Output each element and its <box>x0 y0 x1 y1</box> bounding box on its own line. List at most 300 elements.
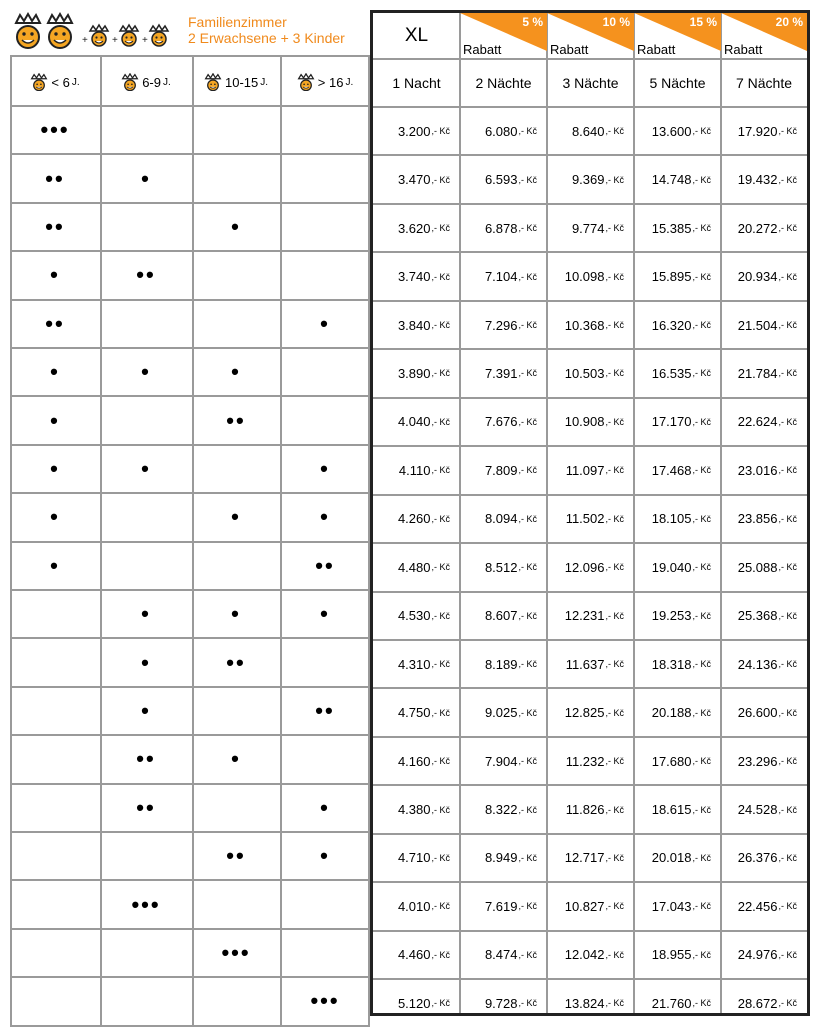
currency-suffix: ,- Kč <box>692 126 711 137</box>
price-value: 19.432 <box>737 172 778 188</box>
grid-hline <box>10 55 370 57</box>
occupancy-dots: • <box>141 359 151 385</box>
price-cell <box>460 737 547 785</box>
age-group-unit: J. <box>71 76 80 88</box>
age-group-unit: J. <box>260 76 269 88</box>
currency-suffix: ,- Kč <box>605 223 624 234</box>
currency-suffix: ,- Kč <box>692 223 711 234</box>
currency-suffix: ,- Kč <box>778 126 797 137</box>
price-cell <box>634 737 721 785</box>
currency-suffix: ,- Kč <box>692 852 711 863</box>
price-cell <box>721 252 807 300</box>
discount-percent: 20 % <box>775 15 803 29</box>
currency-suffix: ,- Kč <box>605 126 624 137</box>
price-cell <box>547 204 634 252</box>
price-cell <box>634 592 721 640</box>
occupancy-dots: •• <box>315 697 335 723</box>
price-cell <box>721 834 807 882</box>
discount-percent: 10 % <box>602 15 630 29</box>
currency-suffix: ,- Kč <box>778 465 797 476</box>
price-value: 17.468 <box>651 462 692 478</box>
price-value: 12.096 <box>564 559 605 575</box>
price-cell <box>547 931 634 979</box>
price-value: 4.710 <box>397 850 431 866</box>
price-cell <box>547 107 634 155</box>
price-cell <box>547 785 634 833</box>
occupancy-dots: •• <box>136 746 156 772</box>
price-cell <box>460 785 547 833</box>
age-group-header <box>192 58 280 106</box>
price-cell <box>634 834 721 882</box>
currency-suffix: ,- Kč <box>692 901 711 912</box>
currency-suffix: ,- Kč <box>431 513 450 524</box>
occupancy-dots: • <box>231 504 241 530</box>
price-cell <box>634 785 721 833</box>
king-icon <box>121 73 139 91</box>
price-cell <box>721 204 807 252</box>
currency-suffix: ,- Kč <box>605 998 624 1009</box>
currency-suffix: ,- Kč <box>518 659 537 670</box>
currency-suffix: ,- Kč <box>431 223 450 234</box>
currency-suffix: ,- Kč <box>605 174 624 185</box>
price-cell <box>373 204 460 252</box>
price-cell <box>373 301 460 349</box>
currency-suffix: ,- Kč <box>692 659 711 670</box>
price-cell <box>721 495 807 543</box>
price-cell <box>373 931 460 979</box>
discount-header <box>460 13 547 59</box>
price-cell <box>547 737 634 785</box>
price-value: 7.809 <box>484 462 518 478</box>
price-value: 14.748 <box>651 172 692 188</box>
price-cell <box>634 398 721 446</box>
price-value: 6.878 <box>484 220 518 236</box>
price-cell <box>460 301 547 349</box>
price-cell <box>460 640 547 688</box>
price-value: 25.088 <box>737 559 778 575</box>
price-value: 18.105 <box>651 511 692 527</box>
occupancy-dots: • <box>141 649 151 675</box>
price-cell <box>547 640 634 688</box>
price-cell <box>634 204 721 252</box>
occupancy-dots: •• <box>136 794 156 820</box>
currency-suffix: ,- Kč <box>605 659 624 670</box>
currency-suffix: ,- Kč <box>778 416 797 427</box>
currency-suffix: ,- Kč <box>778 223 797 234</box>
price-cell <box>373 592 460 640</box>
price-value: 17.170 <box>651 414 692 430</box>
price-value: 11.097 <box>565 462 605 478</box>
currency-suffix: ,- Kč <box>518 949 537 960</box>
price-value: 4.530 <box>397 608 431 624</box>
currency-suffix: ,- Kč <box>518 562 537 573</box>
occupancy-dots: ••• <box>221 939 251 965</box>
price-value: 26.376 <box>737 850 778 866</box>
price-cell <box>547 398 634 446</box>
price-value: 22.624 <box>737 414 778 430</box>
occupancy-dots: • <box>50 359 60 385</box>
price-value: 6.593 <box>484 172 518 188</box>
occupancy-dots: • <box>231 601 241 627</box>
currency-suffix: ,- Kč <box>518 416 537 427</box>
occupancy-dots: • <box>50 504 60 530</box>
price-cell <box>460 882 547 930</box>
currency-suffix: ,- Kč <box>692 949 711 960</box>
currency-suffix: ,- Kč <box>605 320 624 331</box>
price-cell <box>547 979 634 1027</box>
currency-suffix: ,- Kč <box>692 416 711 427</box>
occupancy-dots: • <box>50 552 60 578</box>
currency-suffix: ,- Kč <box>518 998 537 1009</box>
discount-label: Rabatt <box>550 42 589 57</box>
currency-suffix: ,- Kč <box>778 562 797 573</box>
king-icon <box>30 73 48 91</box>
currency-suffix: ,- Kč <box>778 271 797 282</box>
price-cell <box>721 737 807 785</box>
price-value: 17.043 <box>651 898 692 914</box>
currency-suffix: ,- Kč <box>518 804 537 815</box>
price-cell <box>547 688 634 736</box>
occupancy-dots: ••• <box>310 988 340 1014</box>
currency-suffix: ,- Kč <box>431 465 450 476</box>
currency-suffix: ,- Kč <box>605 368 624 379</box>
occupancy-dots: ••• <box>40 117 70 143</box>
price-value: 7.296 <box>484 317 518 333</box>
price-cell <box>721 640 807 688</box>
svg-text:+: + <box>112 35 118 46</box>
currency-suffix: ,- Kč <box>605 610 624 621</box>
price-value: 4.040 <box>397 414 431 430</box>
discount-label: Rabatt <box>637 42 676 57</box>
price-value: 3.840 <box>397 317 431 333</box>
currency-suffix: ,- Kč <box>778 174 797 185</box>
price-value: 4.010 <box>397 898 431 914</box>
price-cell <box>373 785 460 833</box>
currency-suffix: ,- Kč <box>692 998 711 1009</box>
currency-suffix: ,- Kč <box>431 320 450 331</box>
price-value: 9.369 <box>571 172 605 188</box>
occupancy-dots: ••• <box>131 891 161 917</box>
price-value: 4.110 <box>398 462 431 478</box>
currency-suffix: ,- Kč <box>778 804 797 815</box>
price-value: 24.976 <box>737 947 778 963</box>
price-cell <box>460 155 547 203</box>
price-value: 22.456 <box>737 898 778 914</box>
currency-suffix: ,- Kč <box>778 998 797 1009</box>
price-value: 23.856 <box>737 511 778 527</box>
discount-percent: 5 % <box>522 15 543 29</box>
occupancy-dots: •• <box>45 310 65 336</box>
price-cell <box>373 252 460 300</box>
price-cell <box>547 155 634 203</box>
currency-suffix: ,- Kč <box>518 756 537 767</box>
price-value: 3.740 <box>397 269 431 285</box>
currency-suffix: ,- Kč <box>778 852 797 863</box>
price-cell <box>460 107 547 155</box>
price-value: 15.385 <box>651 220 692 236</box>
price-value: 4.310 <box>397 656 431 672</box>
price-cell <box>373 640 460 688</box>
occupancy-dots: • <box>231 359 241 385</box>
price-value: 20.934 <box>737 269 778 285</box>
currency-suffix: ,- Kč <box>692 320 711 331</box>
discount-header <box>634 13 721 59</box>
price-cell <box>460 446 547 494</box>
price-value: 7.619 <box>484 898 518 914</box>
price-value: 10.368 <box>564 317 605 333</box>
price-value: 4.260 <box>397 511 431 527</box>
price-value: 12.231 <box>564 608 605 624</box>
age-group-header <box>10 58 100 106</box>
price-value: 4.750 <box>397 705 431 721</box>
occupancy-dots: • <box>141 697 151 723</box>
price-cell <box>634 446 721 494</box>
price-value: 28.672 <box>737 995 778 1011</box>
price-value: 7.904 <box>484 753 518 769</box>
price-value: 6.080 <box>484 123 518 139</box>
price-cell <box>634 543 721 591</box>
currency-suffix: ,- Kč <box>605 756 624 767</box>
currency-suffix: ,- Kč <box>605 465 624 476</box>
price-cell <box>547 882 634 930</box>
price-value: 17.920 <box>737 123 778 139</box>
price-value: 24.136 <box>737 656 778 672</box>
occupancy-dots: •• <box>136 262 156 288</box>
price-cell <box>547 446 634 494</box>
price-value: 11.502 <box>565 511 605 527</box>
currency-suffix: ,- Kč <box>692 174 711 185</box>
occupancy-dots: •• <box>45 213 65 239</box>
occupancy-dots: •• <box>45 165 65 191</box>
price-value: 16.320 <box>651 317 692 333</box>
price-cell <box>634 882 721 930</box>
price-value: 11.232 <box>565 753 605 769</box>
price-value: 21.760 <box>651 995 692 1011</box>
currency-suffix: ,- Kč <box>778 320 797 331</box>
currency-suffix: ,- Kč <box>431 271 450 282</box>
occupancy-dots: • <box>320 601 330 627</box>
price-value: 18.615 <box>651 802 692 818</box>
currency-suffix: ,- Kč <box>692 610 711 621</box>
price-cell <box>634 155 721 203</box>
occupancy-dots: •• <box>226 843 246 869</box>
price-cell <box>634 252 721 300</box>
occupancy-dots: •• <box>226 649 246 675</box>
nights-header: 1 Nacht <box>392 75 441 91</box>
price-value: 8.474 <box>484 947 518 963</box>
age-group-unit: J. <box>345 76 354 88</box>
price-value: 12.042 <box>564 947 605 963</box>
currency-suffix: ,- Kč <box>431 416 450 427</box>
currency-suffix: ,- Kč <box>518 223 537 234</box>
price-value: 4.460 <box>397 947 431 963</box>
currency-suffix: ,- Kč <box>431 368 450 379</box>
price-cell <box>373 349 460 397</box>
price-cell <box>373 107 460 155</box>
occupancy-dots: • <box>141 165 151 191</box>
currency-suffix: ,- Kč <box>692 513 711 524</box>
currency-suffix: ,- Kč <box>518 852 537 863</box>
price-cell <box>721 931 807 979</box>
currency-suffix: ,- Kč <box>431 707 450 718</box>
price-value: 13.600 <box>651 123 692 139</box>
price-value: 19.040 <box>651 559 692 575</box>
discount-header <box>547 13 634 59</box>
price-value: 3.200 <box>397 123 431 139</box>
currency-suffix: ,- Kč <box>605 852 624 863</box>
occupancy-dots: • <box>141 455 151 481</box>
currency-suffix: ,- Kč <box>778 949 797 960</box>
currency-suffix: ,- Kč <box>692 368 711 379</box>
currency-suffix: ,- Kč <box>431 998 450 1009</box>
currency-suffix: ,- Kč <box>518 901 537 912</box>
price-value: 8.322 <box>484 802 518 818</box>
currency-suffix: ,- Kč <box>518 368 537 379</box>
currency-suffix: ,- Kč <box>692 562 711 573</box>
price-value: 19.253 <box>651 608 692 624</box>
price-value: 3.890 <box>397 365 431 381</box>
price-cell <box>721 688 807 736</box>
price-cell <box>460 979 547 1027</box>
price-value: 23.016 <box>737 462 778 478</box>
currency-suffix: ,- Kč <box>778 707 797 718</box>
price-cell <box>460 931 547 979</box>
discount-header <box>721 13 807 59</box>
price-cell <box>721 979 807 1027</box>
currency-suffix: ,- Kč <box>778 368 797 379</box>
currency-suffix: ,- Kč <box>518 513 537 524</box>
price-cell <box>547 543 634 591</box>
currency-suffix: ,- Kč <box>431 901 450 912</box>
price-cell <box>373 398 460 446</box>
price-cell <box>721 446 807 494</box>
price-value: 5.120 <box>397 995 431 1011</box>
occupancy-dots: • <box>141 601 151 627</box>
age-group-unit: J. <box>163 76 171 88</box>
price-cell <box>460 204 547 252</box>
price-value: 9.025 <box>484 705 518 721</box>
currency-suffix: ,- Kč <box>518 126 537 137</box>
price-cell <box>721 785 807 833</box>
price-value: 9.728 <box>484 995 518 1011</box>
price-cell <box>721 543 807 591</box>
price-value: 11.637 <box>565 656 605 672</box>
currency-suffix: ,- Kč <box>692 804 711 815</box>
price-cell <box>721 155 807 203</box>
discount-label: Rabatt <box>724 42 763 57</box>
occupancy-dots: • <box>231 746 241 772</box>
price-cell <box>721 882 807 930</box>
currency-suffix: ,- Kč <box>518 320 537 331</box>
currency-suffix: ,- Kč <box>431 126 450 137</box>
price-cell <box>721 398 807 446</box>
price-cell <box>373 688 460 736</box>
currency-suffix: ,- Kč <box>605 271 624 282</box>
occupancy-dots: • <box>231 213 241 239</box>
currency-suffix: ,- Kč <box>518 271 537 282</box>
occupancy-dots: • <box>50 407 60 433</box>
currency-suffix: ,- Kč <box>605 513 624 524</box>
price-cell <box>460 834 547 882</box>
price-value: 3.470 <box>397 172 431 188</box>
occupancy-dots: •• <box>226 407 246 433</box>
discount-label: Rabatt <box>463 42 502 57</box>
price-cell <box>373 543 460 591</box>
currency-suffix: ,- Kč <box>605 416 624 427</box>
price-cell <box>634 979 721 1027</box>
price-cell <box>373 882 460 930</box>
price-cell <box>547 592 634 640</box>
nights-header: 5 Nächte <box>649 75 706 91</box>
age-group-label: 6-9 <box>142 74 161 90</box>
currency-suffix: ,- Kč <box>605 804 624 815</box>
price-cell <box>547 495 634 543</box>
currency-suffix: ,- Kč <box>431 659 450 670</box>
price-value: 10.827 <box>564 898 605 914</box>
price-value: 20.188 <box>651 705 692 721</box>
currency-suffix: ,- Kč <box>692 465 711 476</box>
price-value: 18.318 <box>651 656 692 672</box>
price-value: 10.908 <box>564 414 605 430</box>
price-cell <box>634 931 721 979</box>
currency-suffix: ,- Kč <box>605 949 624 960</box>
king-icon <box>204 73 222 91</box>
price-cell <box>634 688 721 736</box>
occupancy-dots: • <box>320 794 330 820</box>
price-cell <box>547 349 634 397</box>
price-value: 10.098 <box>564 269 605 285</box>
currency-suffix: ,- Kč <box>431 756 450 767</box>
occupancy-label: 2 Erwachsene + 3 Kinder <box>188 30 345 46</box>
price-table <box>370 10 810 1016</box>
price-value: 11.826 <box>565 802 605 818</box>
price-cell <box>547 834 634 882</box>
nights-header: 2 Nächte <box>475 75 532 91</box>
room-type-label: Familienzimmer <box>188 14 287 30</box>
price-cell <box>373 155 460 203</box>
price-cell <box>373 446 460 494</box>
price-cell <box>460 688 547 736</box>
price-value: 20.018 <box>651 850 692 866</box>
price-cell <box>634 349 721 397</box>
price-value: 24.528 <box>737 802 778 818</box>
price-cell <box>547 301 634 349</box>
size-label: XL <box>404 25 429 46</box>
nights-header: 7 Nächte <box>735 75 793 91</box>
currency-suffix: ,- Kč <box>692 756 711 767</box>
price-value: 8.189 <box>484 656 518 672</box>
price-cell <box>721 301 807 349</box>
currency-suffix: ,- Kč <box>518 707 537 718</box>
currency-suffix: ,- Kč <box>431 949 450 960</box>
price-cell <box>547 252 634 300</box>
svg-text:+: + <box>82 35 88 46</box>
currency-suffix: ,- Kč <box>518 610 537 621</box>
occupancy-dots: • <box>320 455 330 481</box>
price-cell <box>634 495 721 543</box>
price-cell <box>634 640 721 688</box>
currency-suffix: ,- Kč <box>778 901 797 912</box>
price-value: 23.296 <box>737 753 778 769</box>
price-value: 12.717 <box>564 850 605 866</box>
price-cell <box>460 543 547 591</box>
price-value: 7.391 <box>484 365 518 381</box>
age-group-label: < 6 <box>51 74 70 90</box>
currency-suffix: ,- Kč <box>431 610 450 621</box>
currency-suffix: ,- Kč <box>431 562 450 573</box>
currency-suffix: ,- Kč <box>431 174 450 185</box>
age-group-label: 10-15 <box>224 74 259 90</box>
